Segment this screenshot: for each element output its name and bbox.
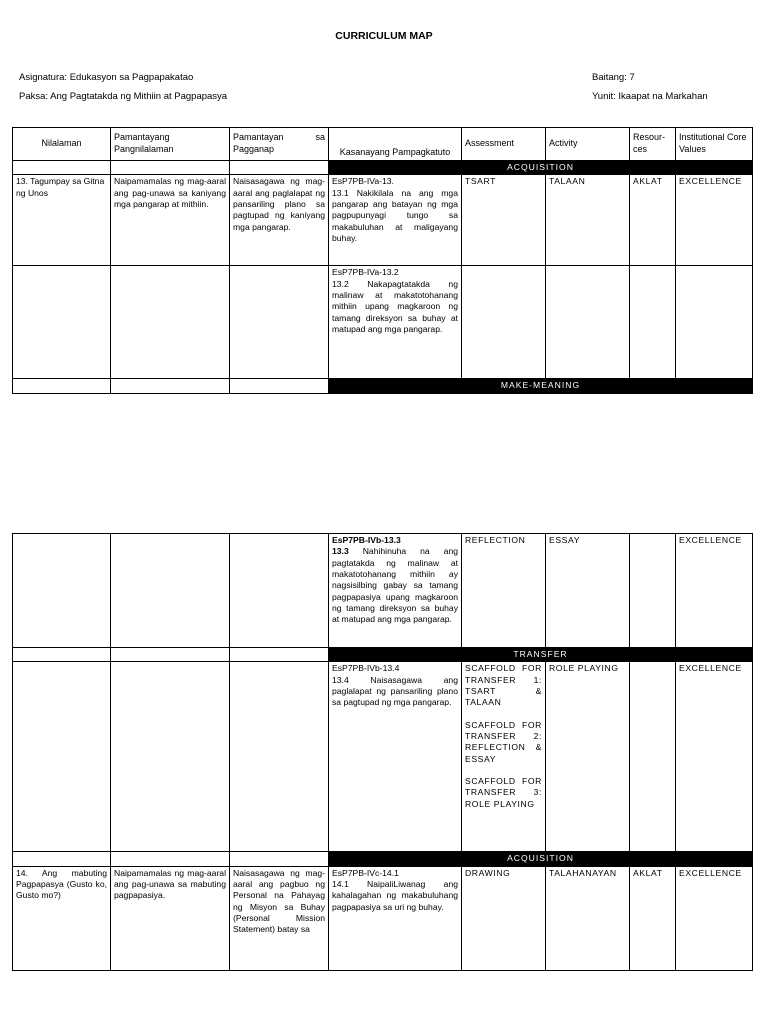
core-values-cell: EXCELLENCE <box>676 534 753 648</box>
header-pamantayan-sa-pagganap: Pamantayan sa Pagganap <box>230 128 329 161</box>
empty-cell <box>230 852 329 866</box>
pangnilalaman-cell: Naipamamalas ng mag-aaral ang pag-unawa sa mabuting pagpapasiya. <box>111 866 230 970</box>
empty-cell <box>546 266 630 379</box>
phase-band-acquisition: ACQUISITION <box>329 161 753 175</box>
empty-cell <box>630 662 676 852</box>
empty-cell <box>13 852 111 866</box>
band-row <box>13 379 753 393</box>
core-values-cell: EXCELLENCE <box>676 662 753 852</box>
empty-cell <box>676 266 753 379</box>
empty-cell <box>13 379 111 393</box>
competency-code: EsP7PB-IVb-13.3 <box>332 535 401 545</box>
pagganap-cell: Naisasagawa ng mag-aaral ang pagbuo ng Personal na Pahayag ng Misyon sa Buhay (Personal Mission Statement) batay sa <box>230 866 329 970</box>
core-values-cell: EXCELLENCE <box>676 866 753 970</box>
table-header-row <box>13 128 753 161</box>
competency-code: EsP7PB-IVb-13.4 <box>332 663 400 674</box>
asignatura-label: Asignatura: Edukasyon sa Pagpapakatao <box>19 72 194 83</box>
paksa-label: Paksa: Ang Pagtatakda ng Mithiin at Pagpapasya <box>19 91 228 102</box>
kasanayan-cell <box>329 266 462 379</box>
scaffold-3: SCAFFOLD FOR TRANSFER 3: ROLE PLAYING <box>465 776 542 809</box>
curriculum-table-part1 <box>12 127 753 394</box>
assessment-cell: TSART <box>462 175 546 266</box>
curriculum-table-part2 <box>12 533 753 971</box>
yunit-label: Yunit: Ikaapat na Markahan <box>592 91 708 102</box>
table-row <box>13 866 753 970</box>
empty-cell <box>13 662 111 852</box>
competency-text: 14.1 NaipaliLiwanag ang kahalagahan ng makabuluhang pagpapasiya sa uri ng buhay. <box>332 879 458 912</box>
empty-cell <box>111 161 230 175</box>
empty-cell <box>630 266 676 379</box>
assessment-cell: DRAWING <box>462 866 546 970</box>
scaffold-2: SCAFFOLD FOR TRANSFER 2: REFLECTION & ESSAY <box>465 719 542 764</box>
competency-number: 13.3 <box>332 546 349 557</box>
header-activity: Activity <box>546 128 630 161</box>
empty-cell <box>462 266 546 379</box>
empty-cell <box>13 648 111 662</box>
activity-cell: ROLE PLAYING <box>546 662 630 852</box>
scaffold-1: SCAFFOLD FOR TRANSFER 1: TSART & TALAAN <box>465 663 542 708</box>
band-row <box>13 852 753 866</box>
empty-cell <box>230 266 329 379</box>
empty-cell <box>230 161 329 175</box>
competency-code: EsP7PB-IVc-14.1 <box>332 867 399 878</box>
empty-cell <box>111 648 230 662</box>
empty-cell <box>111 852 230 866</box>
pagganap-cell: Naisasagawa ng mag-aaral ang paglalapat ng pansariling plano sa pagtupad ng kaniyang mga pangarap. <box>230 175 329 266</box>
band-row <box>13 648 753 662</box>
competency-code: EsP7PB-IVa-13. <box>332 176 394 187</box>
empty-cell <box>111 266 230 379</box>
baitang-label: Baitang: 7 <box>592 72 635 83</box>
empty-cell <box>111 534 230 648</box>
kasanayan-cell <box>329 866 462 970</box>
header-nilalaman: Nilalaman <box>13 128 111 161</box>
activity-cell: ESSAY <box>546 534 630 648</box>
empty-cell <box>230 379 329 393</box>
core-values-cell: EXCELLENCE <box>676 175 753 266</box>
activity-cell: TALAAN <box>546 175 630 266</box>
empty-cell <box>111 379 230 393</box>
empty-cell <box>13 534 111 648</box>
table-row <box>13 662 753 852</box>
table-row <box>13 266 753 379</box>
competency-text: 13.2 Nakapagtatakda ng malinaw at makatotohanang mithiin upang magkaroon ng tamang direksyon sa buhay at matupad ang mga pangarap. <box>332 278 458 335</box>
nilalaman-cell: 13. Tagumpay sa Gitna ng Unos <box>13 175 111 266</box>
kasanayan-cell <box>329 534 462 648</box>
phase-band-make-meaning: MAKE-MEANING <box>329 379 753 393</box>
empty-cell <box>230 648 329 662</box>
empty-cell <box>230 534 329 648</box>
empty-cell <box>111 662 230 852</box>
header-kasanayang-pampagkatuto: Kasanayang Pampagkatuto <box>329 128 462 161</box>
competency-text: 13.1 Nakikilala na ang mga pangarap ang batayan ng mga pagpupunyagi tungo sa makabuluhan at maligayang buhay. <box>332 187 458 244</box>
phase-band-transfer: TRANSFER <box>329 648 753 662</box>
header-core-values: Institutional Core Values <box>676 128 753 161</box>
activity-cell: TALAHANAYAN <box>546 866 630 970</box>
assessment-cell: REFLECTION <box>462 534 546 648</box>
competency-text: 13.4 Naisasagawa ang paglalapat ng pansariling plano sa pagtupad ng mga pangarap. <box>332 674 458 708</box>
header-assessment: Assessment <box>462 128 546 161</box>
competency-code: EsP7PB-IVa-13.2 <box>332 267 399 278</box>
kasanayan-cell <box>329 662 462 852</box>
document-title: CURRICULUM MAP <box>335 30 433 42</box>
assessment-cell <box>462 662 546 852</box>
competency-text: Nahihinuha na ang pagtatakda ng malinaw at makatotohanang mithiin ay nagsisilbing gabay sa tamang pagpapasiya upang magkaroon ng tamang direksyon sa buhay at matupad ang mga pangarap. <box>332 546 459 625</box>
phase-band-acquisition: ACQUISITION <box>329 852 753 866</box>
resources-cell: AKLAT <box>630 175 676 266</box>
resources-cell: AKLAT <box>630 866 676 970</box>
table-row <box>13 534 753 648</box>
header-pamantayang-pangnilalaman: Pamantayang Pangnilalaman <box>111 128 230 161</box>
nilalaman-cell: 14. Ang mabuting Pagpapasya (Gusto ko, Gusto mo?) <box>13 866 111 970</box>
empty-cell <box>13 266 111 379</box>
band-row <box>13 161 753 175</box>
empty-cell <box>630 534 676 648</box>
empty-cell <box>13 161 111 175</box>
header-resources: Resour-ces <box>630 128 676 161</box>
pangnilalaman-cell: Naipamamalas ng mag-aaral ang pag-unawa sa kaniyang mga pangarap at mithiin. <box>111 175 230 266</box>
table-row <box>13 175 753 266</box>
empty-cell <box>230 662 329 852</box>
kasanayan-cell <box>329 175 462 266</box>
